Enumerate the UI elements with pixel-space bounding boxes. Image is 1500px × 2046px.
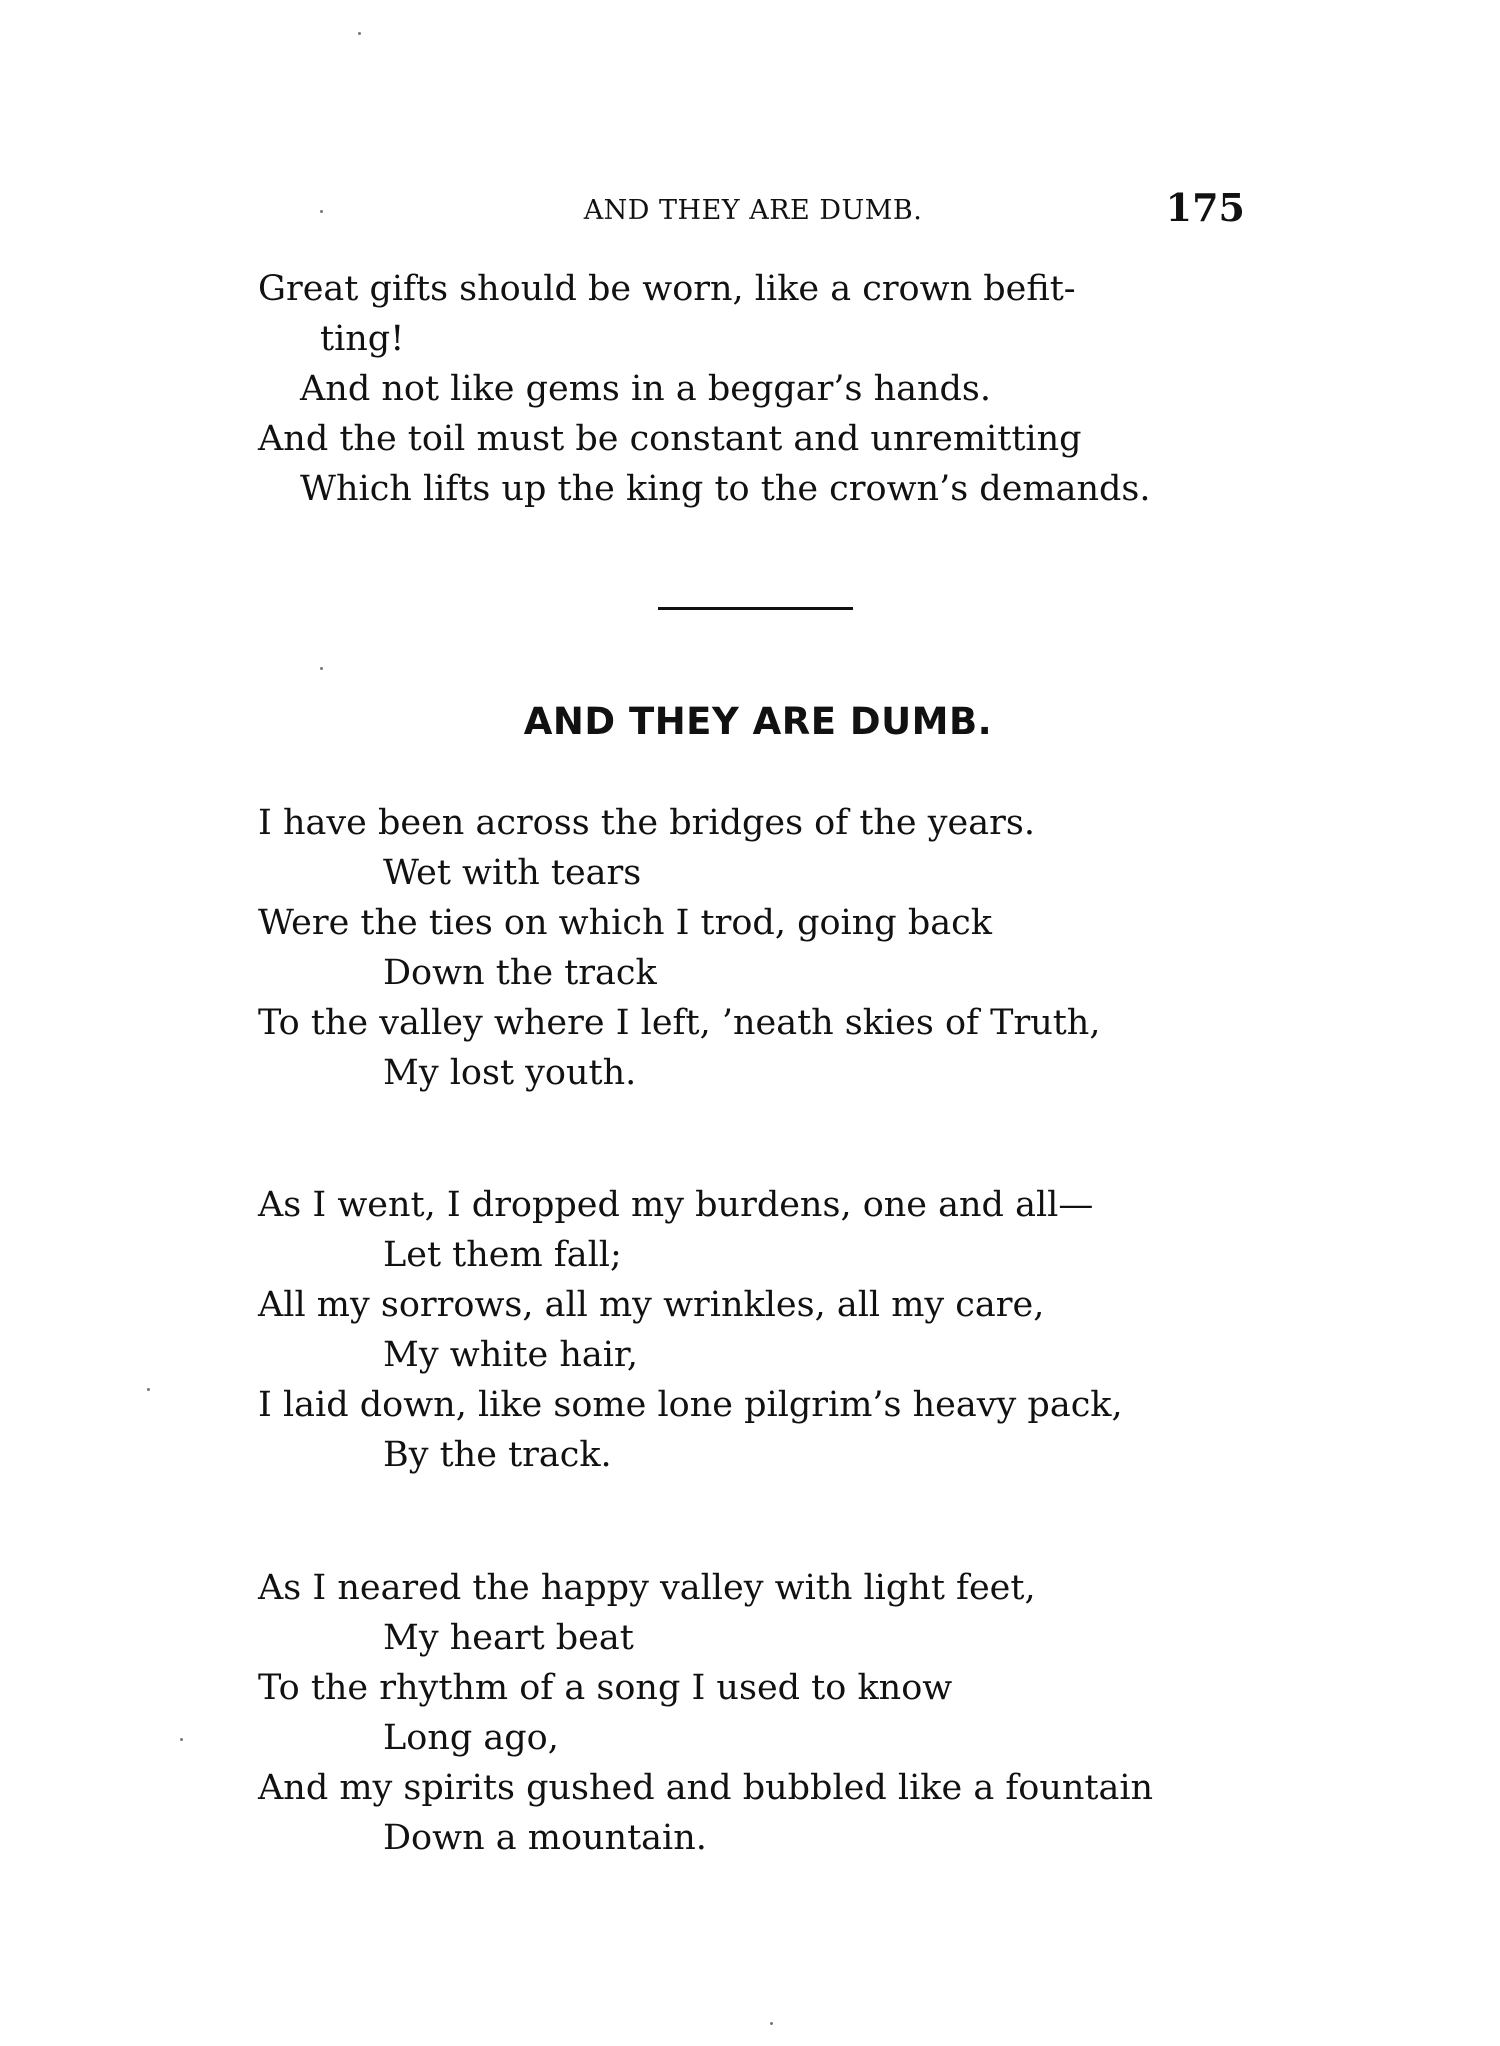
paper-speck — [180, 1738, 183, 1741]
paper-speck — [770, 2022, 773, 2025]
verse-line: Great gifts should be worn, like a crown befit- — [258, 269, 1076, 309]
verse-line: Down the track — [383, 953, 657, 993]
stanza-3 — [258, 1563, 1258, 1863]
verse-line: My heart beat — [383, 1618, 634, 1658]
verse-line: Long ago, — [383, 1718, 559, 1758]
stanza-2 — [258, 1180, 1258, 1480]
page-number: 175 — [1165, 185, 1245, 230]
verse-line: Wet with tears — [383, 853, 642, 893]
verse-line: ting! — [320, 319, 405, 359]
paper-speck — [358, 32, 361, 35]
page-header — [258, 185, 1253, 235]
verse-line: By the track. — [383, 1435, 612, 1475]
verse-line: To the valley where I left, ’neath skies of Truth, — [258, 1003, 1101, 1043]
verse-line: And my spirits gushed and bubbled like a fountain — [258, 1768, 1154, 1808]
poem-title: AND THEY ARE DUMB. — [523, 700, 993, 743]
verse-line: As I neared the happy valley with light feet, — [258, 1568, 1036, 1608]
verse-line: Down a mountain. — [383, 1818, 707, 1858]
stanza-1 — [258, 798, 1258, 1098]
verse-line: I have been across the bridges of the years. — [258, 803, 1035, 843]
verse-line: Were the ties on which I trod, going back — [258, 903, 992, 943]
verse-line: My white hair, — [383, 1335, 638, 1375]
verse-line: As I went, I dropped my burdens, one and all— — [258, 1185, 1094, 1225]
verse-line: I laid down, like some lone pilgrim’s heavy pack, — [258, 1385, 1123, 1425]
running-head: AND THEY ARE DUMB. — [583, 195, 923, 226]
verse-line: And the toil must be constant and unremitting — [258, 419, 1082, 459]
verse-line: And not like gems in a beggar’s hands. — [300, 369, 992, 409]
verse-line: Let them fall; — [383, 1235, 622, 1275]
verse-line: My lost youth. — [383, 1053, 637, 1093]
section-divider — [658, 607, 853, 610]
verse-line: Which lifts up the king to the crown’s demands. — [300, 469, 1151, 509]
verse-line: All my sorrows, all my wrinkles, all my care, — [258, 1285, 1045, 1325]
previous-poem-ending — [258, 264, 1258, 514]
paper-speck — [147, 1388, 150, 1391]
paper-speck — [320, 667, 323, 670]
verse-line: To the rhythm of a song I used to know — [258, 1668, 953, 1708]
